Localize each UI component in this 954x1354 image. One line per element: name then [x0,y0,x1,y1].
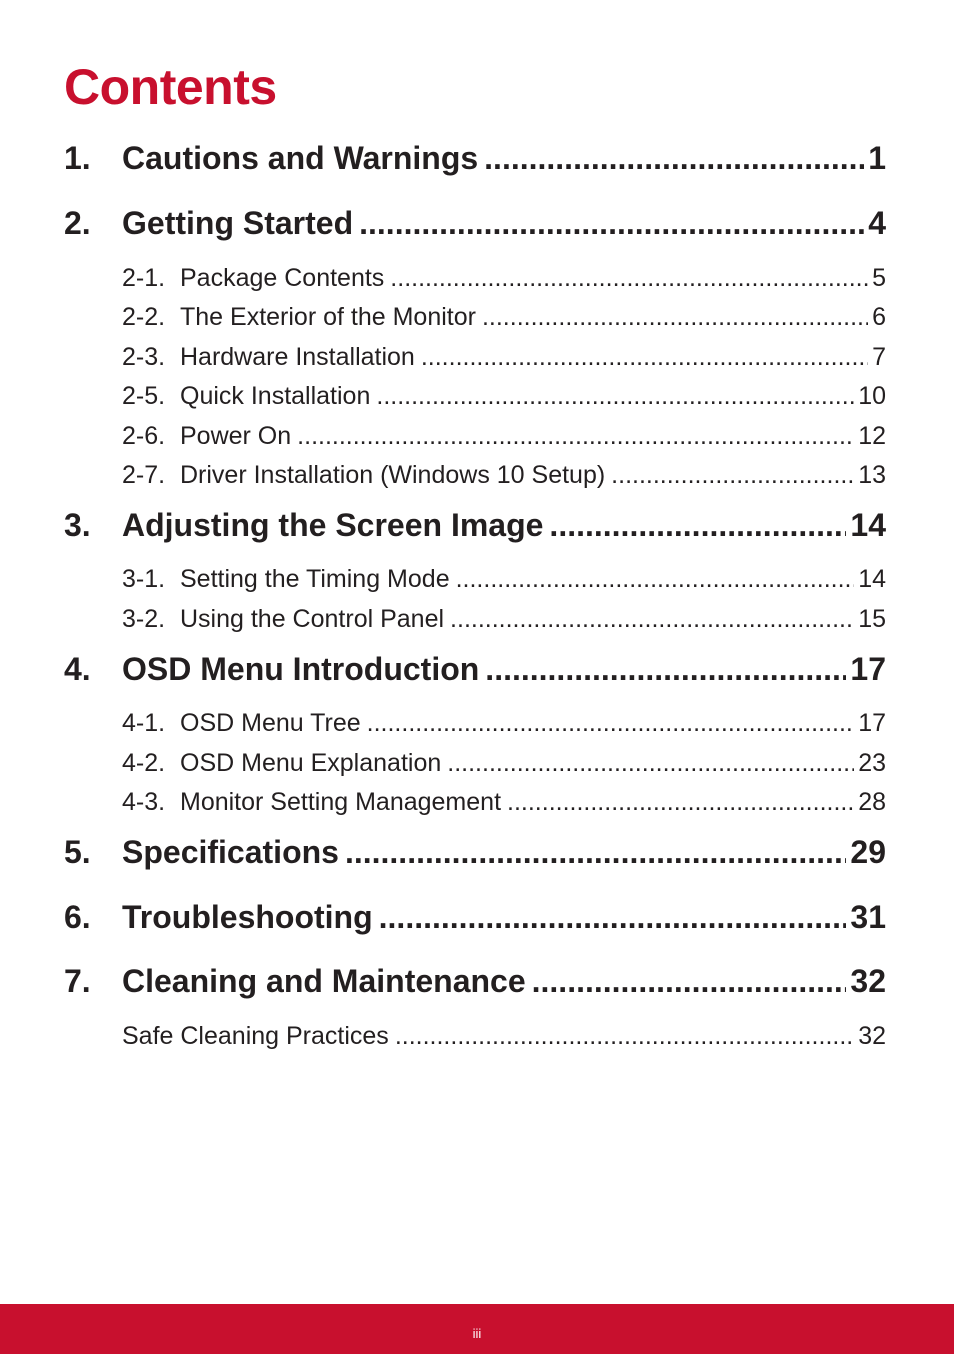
toc-entry-troubleshooting[interactable] [64,899,886,939]
toc-entry-using-control-panel[interactable] [122,605,886,637]
toc-entry-number: 2-5. [122,382,166,410]
toc-entry-number: 2-2. [122,303,166,331]
toc-entry-page: 6 [872,303,886,331]
toc-entry-power-on[interactable] [122,422,886,454]
toc-entry-label: Adjusting the Screen Image [122,507,544,543]
toc-entry-getting-started[interactable] [64,205,886,245]
toc-entry-cleaning-and-maintenance[interactable] [64,963,886,1003]
toc-entry-page: 12 [858,422,886,450]
toc-entry-page: 13 [858,461,886,489]
toc-entry-label: Driver Installation (Windows 10 Setup) [180,461,606,489]
toc-entry-label: Package Contents [180,264,385,292]
toc-entry-label: Safe Cleaning Practices [122,1022,389,1050]
dot-leader [390,264,868,293]
toc-entry-osd-menu-introduction[interactable] [64,651,886,691]
toc-entry-label: Using the Control Panel [180,605,445,633]
toc-entry-page: 10 [858,382,886,410]
toc-entry-page: 23 [858,749,886,777]
toc-entry-page: 17 [850,651,886,687]
toc-entry-exterior-of-monitor[interactable] [122,303,886,335]
toc-entry-page: 1 [868,140,886,176]
page-title: Contents [64,59,277,115]
toc-entry-number: 4. [64,651,91,687]
toc-entry-page: 7 [872,343,886,371]
toc-entry-number: 1. [64,140,91,176]
toc-entry-label: Hardware Installation [180,343,415,371]
toc-entry-label: Quick Installation [180,382,371,410]
dot-leader [421,343,868,372]
table-of-contents [64,0,886,1100]
dot-leader [450,605,854,634]
dot-leader [379,899,847,936]
toc-entry-page: 14 [850,507,886,543]
toc-entry-label: Cleaning and Maintenance [122,963,526,999]
toc-entry-number: 2-7. [122,461,166,489]
dot-leader [447,749,854,778]
dot-leader [532,963,847,1000]
toc-entry-page: 17 [858,709,886,737]
toc-entry-number: 4-2. [122,749,166,777]
toc-entry-page: 32 [850,963,886,999]
toc-entry-number: 6. [64,899,91,935]
toc-entry-page: 5 [872,264,886,292]
toc-entry-label: The Exterior of the Monitor [180,303,476,331]
toc-entry-page: 15 [858,605,886,633]
toc-entry-label: OSD Menu Tree [180,709,361,737]
toc-entry-driver-installation[interactable] [122,461,886,493]
toc-entry-osd-menu-tree[interactable] [122,709,886,741]
toc-entry-setting-timing-mode[interactable] [122,565,886,597]
toc-entry-number: 2-1. [122,264,166,292]
toc-entry-page: 31 [850,899,886,935]
toc-entry-label: Getting Started [122,205,354,241]
dot-leader [507,788,854,817]
dot-leader [376,382,854,411]
dot-leader [297,422,854,451]
dot-leader [367,709,855,738]
toc-entry-number: 5. [64,834,91,870]
toc-entry-number: 2. [64,205,91,241]
dot-leader [345,834,846,871]
toc-entry-label: OSD Menu Explanation [180,749,442,777]
toc-entry-label: Setting the Timing Mode [180,565,450,593]
toc-entry-label: OSD Menu Introduction [122,651,480,687]
toc-entry-label: Specifications [122,834,339,870]
toc-entry-number: 3-1. [122,565,166,593]
toc-entry-number: 2-3. [122,343,166,371]
toc-entry-number: 3-2. [122,605,166,633]
dot-leader [549,507,846,544]
toc-entry-label: Monitor Setting Management [180,788,502,816]
toc-entry-label: Cautions and Warnings [122,140,479,176]
footer-page-number: iii [472,1326,482,1341]
toc-entry-package-contents[interactable] [122,264,886,296]
toc-entry-page: 4 [868,205,886,241]
dot-leader [485,651,846,688]
toc-entry-number: 7. [64,963,91,999]
toc-entry-page: 32 [858,1022,886,1050]
toc-entry-adjusting-screen-image[interactable] [64,507,886,547]
toc-entry-osd-menu-explanation[interactable] [122,749,886,781]
dot-leader [359,205,864,242]
toc-entry-cautions-and-warnings[interactable] [64,140,886,180]
dot-leader [456,565,855,594]
toc-entry-quick-installation[interactable] [122,382,886,414]
toc-entry-label: Troubleshooting [122,899,373,935]
dot-leader [484,140,864,177]
dot-leader [395,1022,854,1051]
toc-entry-number: 4-3. [122,788,166,816]
toc-entry-monitor-setting-management[interactable] [122,788,886,820]
dot-leader [482,303,868,332]
dot-leader [611,461,854,490]
toc-entry-number: 3. [64,507,91,543]
toc-entry-number: 4-1. [122,709,166,737]
toc-entry-page: 14 [858,565,886,593]
toc-entry-safe-cleaning-practices[interactable] [122,1022,886,1054]
toc-entry-label: Power On [180,422,292,450]
toc-entry-hardware-installation[interactable] [122,343,886,375]
toc-entry-page: 28 [858,788,886,816]
toc-entry-number: 2-6. [122,422,166,450]
toc-entry-page: 29 [850,834,886,870]
toc-entry-specifications[interactable] [64,834,886,874]
footer-bar [0,1304,954,1354]
